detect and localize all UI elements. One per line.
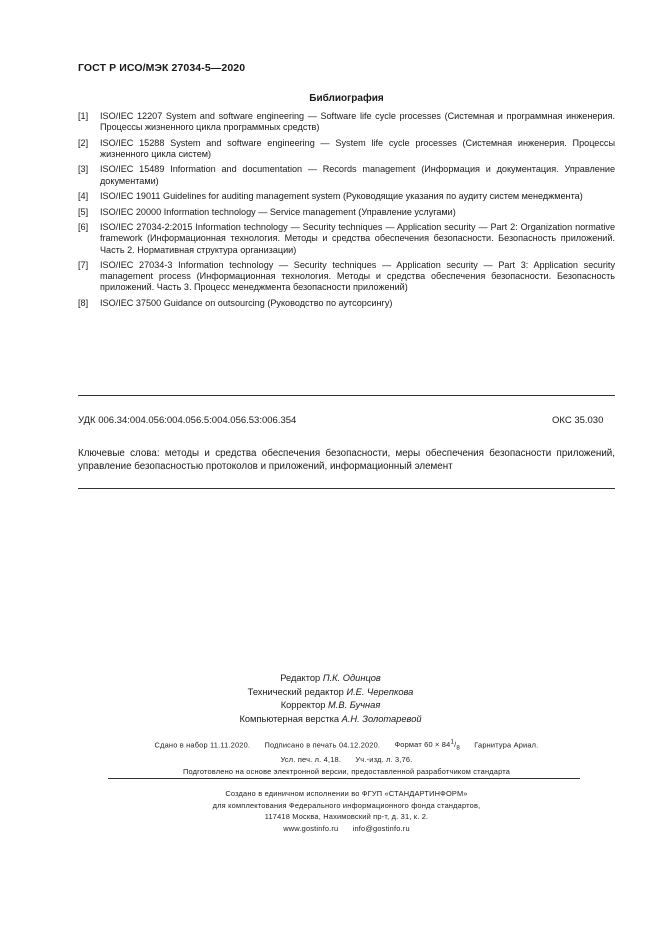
bibliography-item-number: [6] — [78, 222, 89, 233]
publisher-address: 117418 Москва, Нахимовский пр-т, д. 31, к. 2. — [264, 812, 429, 821]
bibliography-item — [78, 207, 615, 218]
publication-sheets: Уч.-изд. л. 3,76. — [355, 755, 413, 765]
bibliography-item — [78, 111, 615, 133]
publisher-website-link[interactable]: www.gostinfo.ru — [283, 823, 339, 833]
publisher-block — [0, 788, 661, 834]
credit-name: П.К. Одинцов — [322, 673, 381, 683]
credit-name: А.Н. Золотаревой — [341, 713, 422, 724]
credit-role: Корректор — [280, 700, 326, 711]
divider-publisher — [108, 778, 580, 779]
bibliography-item-number: [2] — [78, 137, 89, 148]
print-info-line-2 — [0, 754, 661, 766]
credit-name: И.Е. Черепкова — [346, 686, 414, 697]
publisher-contacts — [0, 823, 661, 835]
bibliography-item — [78, 138, 615, 160]
bibliography-item — [78, 164, 615, 186]
bibliography-item-number: [5] — [78, 206, 89, 217]
bibliography-item-number: [7] — [78, 260, 89, 271]
divider-top — [78, 395, 615, 396]
paper-format: Формат $60 \times 84^1/_8$ — [394, 739, 460, 752]
credit-role: Компьютерная верстка — [239, 713, 340, 724]
document-code: ГОСТ Р ИСО/МЭК 27034-5—2020 — [78, 62, 246, 74]
bibliography-item — [78, 298, 615, 309]
credit-name: М.В. Бучная — [328, 700, 381, 711]
bibliography-item-text: ISO/IEC 19011 Guidelines for auditing management system (Руководящие указания по аудиту систем менеджмента) — [100, 191, 583, 202]
bibliography-item-number: [8] — [78, 297, 89, 308]
publisher-line-1: Создано в единичном исполнении во ФГУП «СТАНДАРТИНФОРМ» — [225, 789, 468, 798]
credit-layout — [0, 713, 661, 727]
print-info-block — [0, 737, 661, 777]
udk-code: УДК 006.34:004.056:004.056.5:004.056.53:006.354 — [78, 415, 297, 426]
prepared-note: Подготовлено на основе электронной версии, предоставленной разработчиком стандарта — [182, 766, 511, 776]
bibliography-item-text: ISO/IEC 15288 System and software engineering — System life cycle processes (Системная инженерия. Процессы жизненного цикла систем) — [100, 137, 615, 159]
divider-keywords — [78, 488, 615, 489]
bibliography-item-text: ISO/IEC 27034-2:2015 Information technology — Security techniques — Application security — Part 2: Organization normative framework (Информационная технология. Методы и средства обеспечения безопасности. Безопасность приложений. Часть 2. Нормативная структура организации) — [100, 222, 615, 255]
bibliography-item-text: ISO/IEC 37500 Guidance on outsourcing (Руководство по аутсорсингу) — [100, 297, 393, 308]
bibliography-item-text: ISO/IEC 12207 System and software engineering — Software life cycle processes (Системная и программная инженерия. Процессы жизненного цикла программных средств) — [100, 111, 615, 133]
credit-role: Технический редактор — [247, 686, 344, 697]
submitted-date: Сдано в набор 11.11.2020. — [154, 740, 251, 750]
bibliography-item — [78, 260, 615, 294]
bibliography-item-text: ISO/IEC 27034-3 Information technology — Security techniques — Application security — Part 3: Application security management process (Информационная технология. Методы и средства обеспечения безопасности. Безопасность приложений. Часть 3. Процесс менеджмента безопасности приложений) — [100, 260, 615, 293]
credit-role: Редактор — [280, 673, 321, 683]
print-info-line-1 — [0, 737, 661, 754]
bibliography-item-text: ISO/IEC 15489 Information and documentation — Records management (Информация и документация. Управление документами) — [100, 164, 615, 186]
credit-corrector — [0, 699, 661, 713]
bibliography-item — [78, 222, 615, 256]
signed-date: Подписано в печать 04.12.2020. — [264, 740, 381, 750]
bibliography-item-number: [1] — [78, 111, 89, 121]
publisher-line-2: для комплектования Федерального информационного фонда стандартов, — [212, 800, 481, 810]
bibliography-item-number: [3] — [78, 164, 89, 175]
credit-editor — [0, 672, 661, 686]
bibliography-list — [78, 111, 615, 313]
typeface: Гарнитура Ариал. — [474, 740, 539, 750]
bibliography-item-number: [4] — [78, 191, 89, 202]
print-sheets: Усл. печ. л. 4,18. — [280, 755, 342, 765]
oks-code: ОКС 35.030 — [552, 415, 604, 426]
bibliography-title: Библиография — [309, 93, 384, 104]
credits-block — [0, 672, 661, 726]
credit-tech-editor — [0, 686, 661, 700]
bibliography-item-text: ISO/IEC 20000 Information technology — Service management (Управление услугами) — [100, 206, 456, 217]
publisher-email-link[interactable]: info@gostinfo.ru — [352, 823, 410, 833]
bibliography-item — [78, 191, 615, 202]
keywords: Ключевые слова: методы и средства обеспечения безопасности, меры обеспечения безопасности приложений, управление безопасностью протоколов и приложений, информационный элемент — [78, 448, 615, 472]
